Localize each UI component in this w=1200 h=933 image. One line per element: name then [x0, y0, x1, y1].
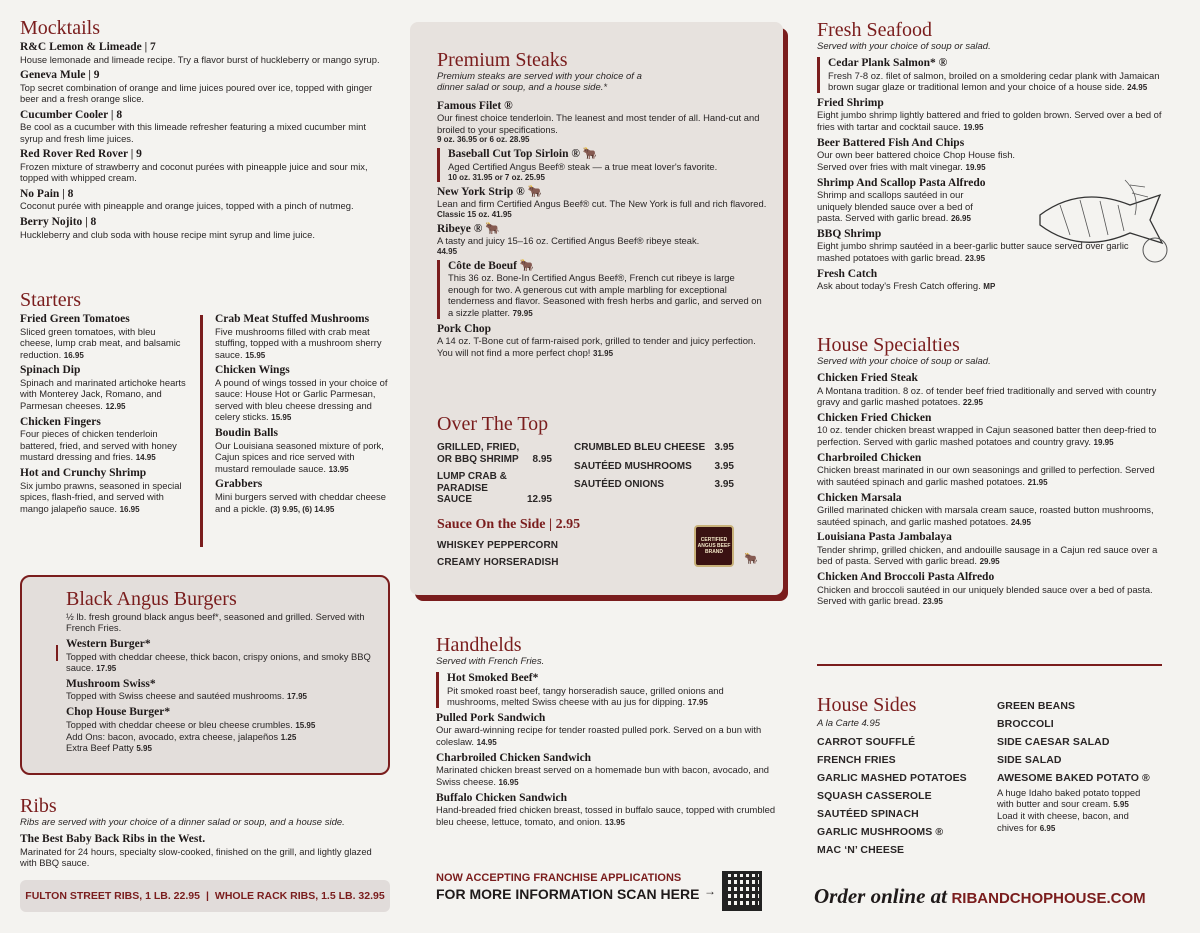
seafood-title: Fresh Seafood — [817, 19, 932, 41]
addon-item: LUMP CRAB & PARADISE SAUCE 12.95 — [437, 471, 552, 505]
menu-item: New York Strip ® 🐂 Lean and firm Certified Angus Beef® cut. The New York is full and rich flavored. Classic 15 oz. 41.95 — [437, 185, 767, 219]
menu-item: BBQ Shrimp Eight jumbo shrimp sautéed in a beer-garlic butter sauce served over garlic mashed potatoes with garlic bread. 23.95 — [817, 227, 1129, 263]
section-divider — [817, 664, 1162, 666]
certified-angus-beef-logo: CERTIFIED ANGUS BEEF BRAND — [694, 525, 734, 567]
steer-icon: 🐂 — [582, 148, 598, 161]
seafood-section: Fresh Seafood Served with your choice of soup or salad. Cedar Plank Salmon* ® Fresh 7-8 oz. filet of salmon, broiled on a smoldering cedar plank with Jamaican brown sugar glaze or traditional lemon and your choice of a house side. 24.95 Fried Shrimp Eight jumbo shrimp lightly battered and fried to golden brown. Served over a bed of fries with tartar and cocktail sauce. 19.95 Beer Battered Fish And Chips Our own beer battered choice Chop House fish. Served over fries with malt vinegar. 19.95 Shrimp And Scallop Pasta Alfredo Shrimp and scallops sautéed in our uniquely blended sauce over a bed of pasta. Served with garlic bread. 26.95 BBQ Shrimp Eight jumbo shrimp sautéed in a beer-garlic butter sauce served over garlic mashed potatoes with garlic bread. 23.95 Fresh Catch Ask about today's Fresh Catch offering. MP — [817, 19, 1162, 292]
side-item: AWESOME BAKED POTATO ® — [997, 772, 1150, 784]
menu-item: Western Burger* Topped with cheddar cheese, thick bacon, crispy onions, and smoky BBQ sauce. 17.95 — [66, 637, 371, 674]
menu-item: Boudin Balls Our Louisiana seasoned mixture of pork, Cajun spices and rice served with mustard remoulade sauce. 13.95 — [215, 427, 384, 474]
fish-illustration-icon — [1030, 175, 1170, 265]
order-url-link[interactable]: RIBANDCHOPHOUSE.COM — [951, 890, 1146, 907]
burgers-intro: ½ lb. fresh ground black angus beef*, seasoned and grilled. Served with French Fries. — [66, 611, 365, 634]
side-item: GREEN BEANS — [997, 700, 1076, 712]
sides-section: House Sides A la Carte 4.95 CARROT SOUFFLÉ FRENCH FRIES GARLIC MASHED POTATOES SQUASH CASSEROLE SAUTÉED SPINACH GARLIC MUSHROOMS ® MAC ‘N’ CHEESE — [817, 695, 987, 856]
side-item: SAUTÉED SPINACH — [817, 807, 919, 820]
starters-left-column — [20, 313, 188, 514]
side-item: SQUASH CASSEROLE — [817, 789, 932, 802]
specialties-title: House Specialties — [817, 334, 960, 356]
starters-divider — [200, 315, 203, 547]
premium-steaks-panel: Premium Steaks Premium steaks are served with your choice of a dinner salad or soup, and a house side.* Famous Filet ® Our finest choice tenderloin. The leanest and most tender of all. Hand-cut and broiled to your specifications. 9 oz. 36.95 or 6 oz. 28.95 Baseball Cut Top Sirloin ® 🐂 Aged Certified Angus Beef® steak — a true meat lover's favorite. 10 oz. 31.95 or 7 oz. 25.95 New York Strip ® 🐂 Lean and firm Certified Angus Beef® cut. The New York is full and rich flavored. Classic 15 oz. 41.95 Ribeye ® 🐂 A tasty and juicy 15–16 oz. Certified Angus Beef® ribeye steak. 44.95 Côte de Boeuf 🐂 This 36 oz. Bone-In Certified Angus Beef®, French cut ribeye is large enough for two. A generous cut with ample marbling for exceptional tenderness and flavor. Seasoned with fresh herbs and garlic, and served on a sizzle platter. 79.95 Pork Chop A 14 oz. T-Bone cut of farm-raised pork, grilled to tender and juicy perfection. You will not find a more perfect chop! 31.95 Over The Top GRILLED, FRIED, OR BBQ SHRIMP 8.95 LUMP CRAB & PARADISE SAUCE 12.95 CRUMBLED BLEU CHEESE 3.95 SAUTÉED MUSHROOMS 3.95 SAUTÉED ONIONS 3.95 Sauce On the Side | 2.95 WHISKEY PEPPERCORN CREAMY HORSERADISH — [410, 22, 783, 595]
side-item: CARROT SOUFFLÉ — [817, 735, 916, 748]
menu-item: Grabbers Mini burgers served with cheddar cheese and a pickle. (3) 9.95, (6) 14.95 — [215, 478, 386, 514]
menu-item: Chicken Fingers Four pieces of chicken tenderloin battered, fried, and served with honey mustard dressing and fries. 14.95 — [20, 415, 177, 463]
menu-item: Ribeye ® 🐂 A tasty and juicy 15–16 oz. Certified Angus Beef® ribeye steak. 44.95 — [437, 222, 700, 256]
franchise-banner: NOW ACCEPTING FRANCHISE APPLICATIONS FOR MORE INFORMATION SCAN HERE — [436, 872, 700, 902]
menu-item: Hot Smoked Beef* Pit smoked roast beef, tangy horseradish sauce, grilled onions and mushrooms, melted Swiss cheese with au jus for dipping. 17.95 — [436, 672, 776, 708]
menu-item: Baseball Cut Top Sirloin ® 🐂 Aged Certified Angus Beef® steak — a true meat lover's favorite. 10 oz. 31.95 or 7 oz. 25.95 — [437, 148, 767, 181]
over-the-top-title: Over The Top — [437, 413, 549, 435]
side-item: FRENCH FRIES — [817, 753, 896, 766]
menu-item: Chicken Marsala Grilled marinated chicken with marsala cream sauce, roasted button mushrooms, sautéed spinach, and garlic mashed potatoes. 24.95 — [817, 491, 1154, 527]
side-item: BROCCOLI — [997, 718, 1054, 730]
menu-item: Fresh Catch Ask about today's Fresh Catch offering. MP — [817, 267, 996, 292]
menu-item: Cedar Plank Salmon* ® Fresh 7-8 oz. filet of salmon, broiled on a smoldering cedar plank with Jamaican brown sugar glaze or traditional lemon and your choice of a house side. 24.95 — [817, 57, 1162, 93]
menu-item: Shrimp And Scallop Pasta Alfredo Shrimp and scallops sautéed in our uniquely blended sauce over a bed of pasta. Served with garlic bread. 26.95 — [817, 176, 986, 224]
burgers-title: Black Angus Burgers — [66, 588, 237, 610]
side-item: GARLIC MUSHROOMS ® — [817, 825, 944, 838]
menu-item: Mushroom Swiss* Topped with Swiss cheese and sautéed mushrooms. 17.95 — [66, 677, 307, 702]
menu-item: Cucumber Cooler | 8 Be cool as a cucumber with this limeade refresher featuring a mixed cucumber mint syrup and fresh lime juices. — [20, 108, 366, 144]
ribs-title: Ribs — [20, 795, 57, 817]
menu-item: R&C Lemon & Limeade | 7 House lemonade and limeade recipe. Try a flavor burst of huckleberry or mango syrup. — [20, 41, 380, 65]
menu-item: Geneva Mule | 9 Top secret combination of orange and lime juices poured over ice, topped with ginger beer and a fresh orange slice. — [20, 69, 373, 105]
ribs-section: Ribs Ribs are served with your choice of a dinner salad or soup, and a house side. The Best Baby Back Ribs in the West. Marinated for 24 hours, specialty slow-cooked, finished on the grill, and lightly glazed with BBQ sauce. — [20, 796, 390, 869]
starters-title: Starters — [20, 289, 82, 311]
menu-item: Crab Meat Stuffed Mushrooms Five mushrooms filled with crab meat stuffing, topped with a mushroom sherry sauce. 15.95 — [215, 313, 382, 360]
menu-item: No Pain | 8 Coconut purée with pineapple and orange juices, topped with a pinch of nutmeg. — [20, 187, 354, 212]
handhelds-title: Handhelds — [436, 634, 522, 656]
steaks-title: Premium Steaks — [437, 49, 568, 71]
side-item: SIDE SALAD — [997, 754, 1062, 766]
menu-item: Fried Shrimp Eight jumbo shrimp lightly battered and fried to golden brown. Served over a bed of fries with tartar and cocktail sauce. 19.95 — [817, 96, 1162, 132]
menu-item: Famous Filet ® Our finest choice tenderloin. The leanest and most tender of all. Hand-cut and broiled to your specifications. 9 oz. 36.95 or 6 oz. 28.95 — [437, 99, 760, 145]
menu-item: Pork Chop A 14 oz. T-Bone cut of farm-raised pork, grilled to tender and juicy perfection. You will not find a more perfect chop! 31.95 — [437, 322, 756, 358]
sides-title: House Sides — [817, 694, 917, 716]
handhelds-section: Handhelds Served with French Fries. Hot Smoked Beef* Pit smoked roast beef, tangy horseradish sauce, grilled onions and mushrooms, melted Swiss cheese with au jus for dipping. 17.95 Pulled Pork Sandwich Our award-winning recipe for tender roasted pulled pork. Served on a bun with coleslaw. 14.95 Charbroiled Chicken Sandwich Marinated chicken breast served on a homemade bun with bacon, avocado, and Swiss cheese. 16.95 Buffalo Chicken Sandwich Hand-breaded fried chicken breast, tossed in buffalo sauce, topped with crumbled bleu cheese, lettuce, tomato, and onion. 13.95 — [436, 634, 776, 827]
mocktails-section — [20, 18, 390, 240]
steer-icon: 🐂 — [527, 185, 542, 198]
side-item: MAC ‘N’ CHEESE — [817, 843, 905, 856]
menu-item: Chicken Fried Chicken 10 oz. tender chicken breast wrapped in Cajun seasoned batter then deep-fried to perfection. Served with garlic mashed potatoes and country gravy. 19.95 — [817, 411, 1157, 447]
menu-item: Côte de Boeuf 🐂 This 36 oz. Bone-In Certified Angus Beef®, French cut ribeye is large enough for two. A generous cut with ample marbling for exceptional tenderness and flavor. Seasoned with fresh herbs and garlic, and served on a sizzle platter. 79.95 — [437, 260, 767, 319]
menu-item: Spinach Dip Spinach and marinated artichoke hearts with Monterey Jack, Romano, and Parmesan cheeses. 12.95 — [20, 364, 186, 411]
qr-code[interactable] — [722, 871, 762, 911]
specialties-section: House Specialties Served with your choice of soup or salad. Chicken Fried Steak A Montana tradition. 8 oz. of tender beef fried traditionally and served with country gravy and garlic mashed potatoes. 22.95 Chicken Fried Chicken 10 oz. tender chicken breast wrapped in Cajun seasoned batter then deep-fried to perfection. Served with garlic mashed potatoes and country gravy. 19.95 Charbroiled Chicken Chicken breast marinated in our own seasonings and grilled to perfection. Served with sautéed spinach and garlic mashed potatoes. 21.95 Chicken Marsala Grilled marinated chicken with marsala cream sauce, roasted button mushrooms, sautéed spinach, and garlic mashed potatoes. 24.95 Louisiana Pasta Jambalaya Tender shrimp, grilled chicken, and andouille sausage in a Cajun red sauce over a bed of pasta. Served with garlic bread. 29.95 Chicken And Broccoli Pasta Alfredo Chicken and broccoli sautéed in our uniquely blended sauce over a bed of pasta. Served with garlic bread. 23.95 — [817, 335, 1162, 607]
burgers-divider — [56, 645, 58, 661]
menu-item: Chicken And Broccoli Pasta Alfredo Chicken and broccoli sautéed in our uniquely blended sauce over a bed of pasta. Served with garlic bread. 23.95 — [817, 571, 1153, 607]
steer-icon: 🐂 — [744, 553, 758, 565]
menu-item: Chop House Burger* Topped with cheddar cheese or bleu cheese crumbles. 15.95 Add Ons: bacon, avocado, extra cheese, jalapeños 1.25 Extra Beef Patty 5.95 — [66, 706, 316, 754]
side-item: GARLIC MASHED POTATOES — [817, 771, 967, 784]
menu-item: Charbroiled Chicken Chicken breast marinated in our own seasonings and grilled to perfection. Served with sautéed spinach and garlic mashed potatoes. 21.95 — [817, 451, 1155, 487]
baked-potato-desc: A huge Idaho baked potato topped with butter and sour cream. 5.95 Load it with cheese, bacon, and chives for 6.95 — [997, 787, 1141, 833]
steer-icon: 🐂 — [485, 222, 500, 235]
steer-icon: 🐂 — [519, 259, 535, 272]
menu-item: Louisiana Pasta Jambalaya Tender shrimp, grilled chicken, and andouille sausage in a Cajun red sauce over a bed of pasta. Served with garlic bread. 29.95 — [817, 531, 1158, 567]
menu-item: Charbroiled Chicken Sandwich Marinated chicken breast served on a homemade bun with bacon, avocado, and Swiss cheese. 16.95 — [436, 751, 770, 787]
ribs-options-bar: FULTON STREET RIBS, 1 LB. 22.95 | WHOLE RACK RIBS, 1.5 LB. 32.95 — [20, 880, 390, 912]
menu-item: Red Rover Red Rover | 9 Frozen mixture of strawberry and coconut purées with pineapple juice and sour mix, topped with whipped cream. — [20, 148, 368, 184]
sauce-title: Sauce On the Side | 2.95 — [437, 516, 581, 532]
starters-right-column — [215, 313, 390, 514]
menu-item: Pulled Pork Sandwich Our award-winning recipe for tender roasted pulled pork. Served on a bun with coleslaw. 14.95 — [436, 711, 762, 747]
side-item: SIDE CAESAR SALAD — [997, 736, 1110, 748]
menu-item: Fried Green Tomatoes Sliced green tomatoes, with bleu cheese, lump crab meat, and balsamic reduction. 16.95 — [20, 313, 181, 360]
addon-item: GRILLED, FRIED, OR BBQ SHRIMP 8.95 — [437, 442, 552, 465]
mocktails-title: Mocktails — [20, 17, 100, 39]
menu-item: Hot and Crunchy Shrimp Six jumbo prawns, seasoned in special spices, flash-fried, and served with mango jalapeño sauce. 16.95 — [20, 466, 182, 514]
sides-right-column — [997, 700, 1162, 833]
starters-section — [20, 290, 390, 310]
menu-item: Buffalo Chicken Sandwich Hand-breaded fried chicken breast, tossed in buffalo sauce, topped with crumbled bleu cheese, lettuce, tomato, and onion. 13.95 — [436, 791, 776, 827]
sauce-item: WHISKEY PEPPERCORN — [437, 539, 559, 551]
addon-item: CRUMBLED BLEU CHEESE 3.95 — [574, 442, 734, 453]
addon-item: SAUTÉED MUSHROOMS 3.95 — [574, 460, 734, 472]
mocktails-list — [20, 41, 390, 240]
menu-item: Berry Nojito | 8 Huckleberry and club soda with house recipe mint syrup and lime juice. — [20, 215, 315, 240]
arrow-icon: → — [704, 884, 716, 898]
order-online-banner: Order online at RIBANDCHOPHOUSE.COM — [814, 884, 1146, 908]
addon-item: SAUTÉED ONIONS 3.95 — [574, 479, 734, 490]
sauce-item: CREAMY HORSERADISH — [437, 556, 559, 568]
menu-item: Chicken Fried Steak A Montana tradition. 8 oz. of tender beef fried traditionally and served with country gravy and garlic mashed potatoes. 22.95 — [817, 371, 1157, 408]
menu-item: Chicken Wings A pound of wings tossed in your choice of sauce: House Hot or Garlic Parmesan, served with bleu cheese dressing and celery sticks. 15.95 — [215, 364, 388, 423]
burgers-panel — [20, 575, 390, 775]
menu-item: Beer Battered Fish And Chips Our own beer battered choice Chop House fish. Served over fries with malt vinegar. 19.95 — [817, 136, 1016, 172]
